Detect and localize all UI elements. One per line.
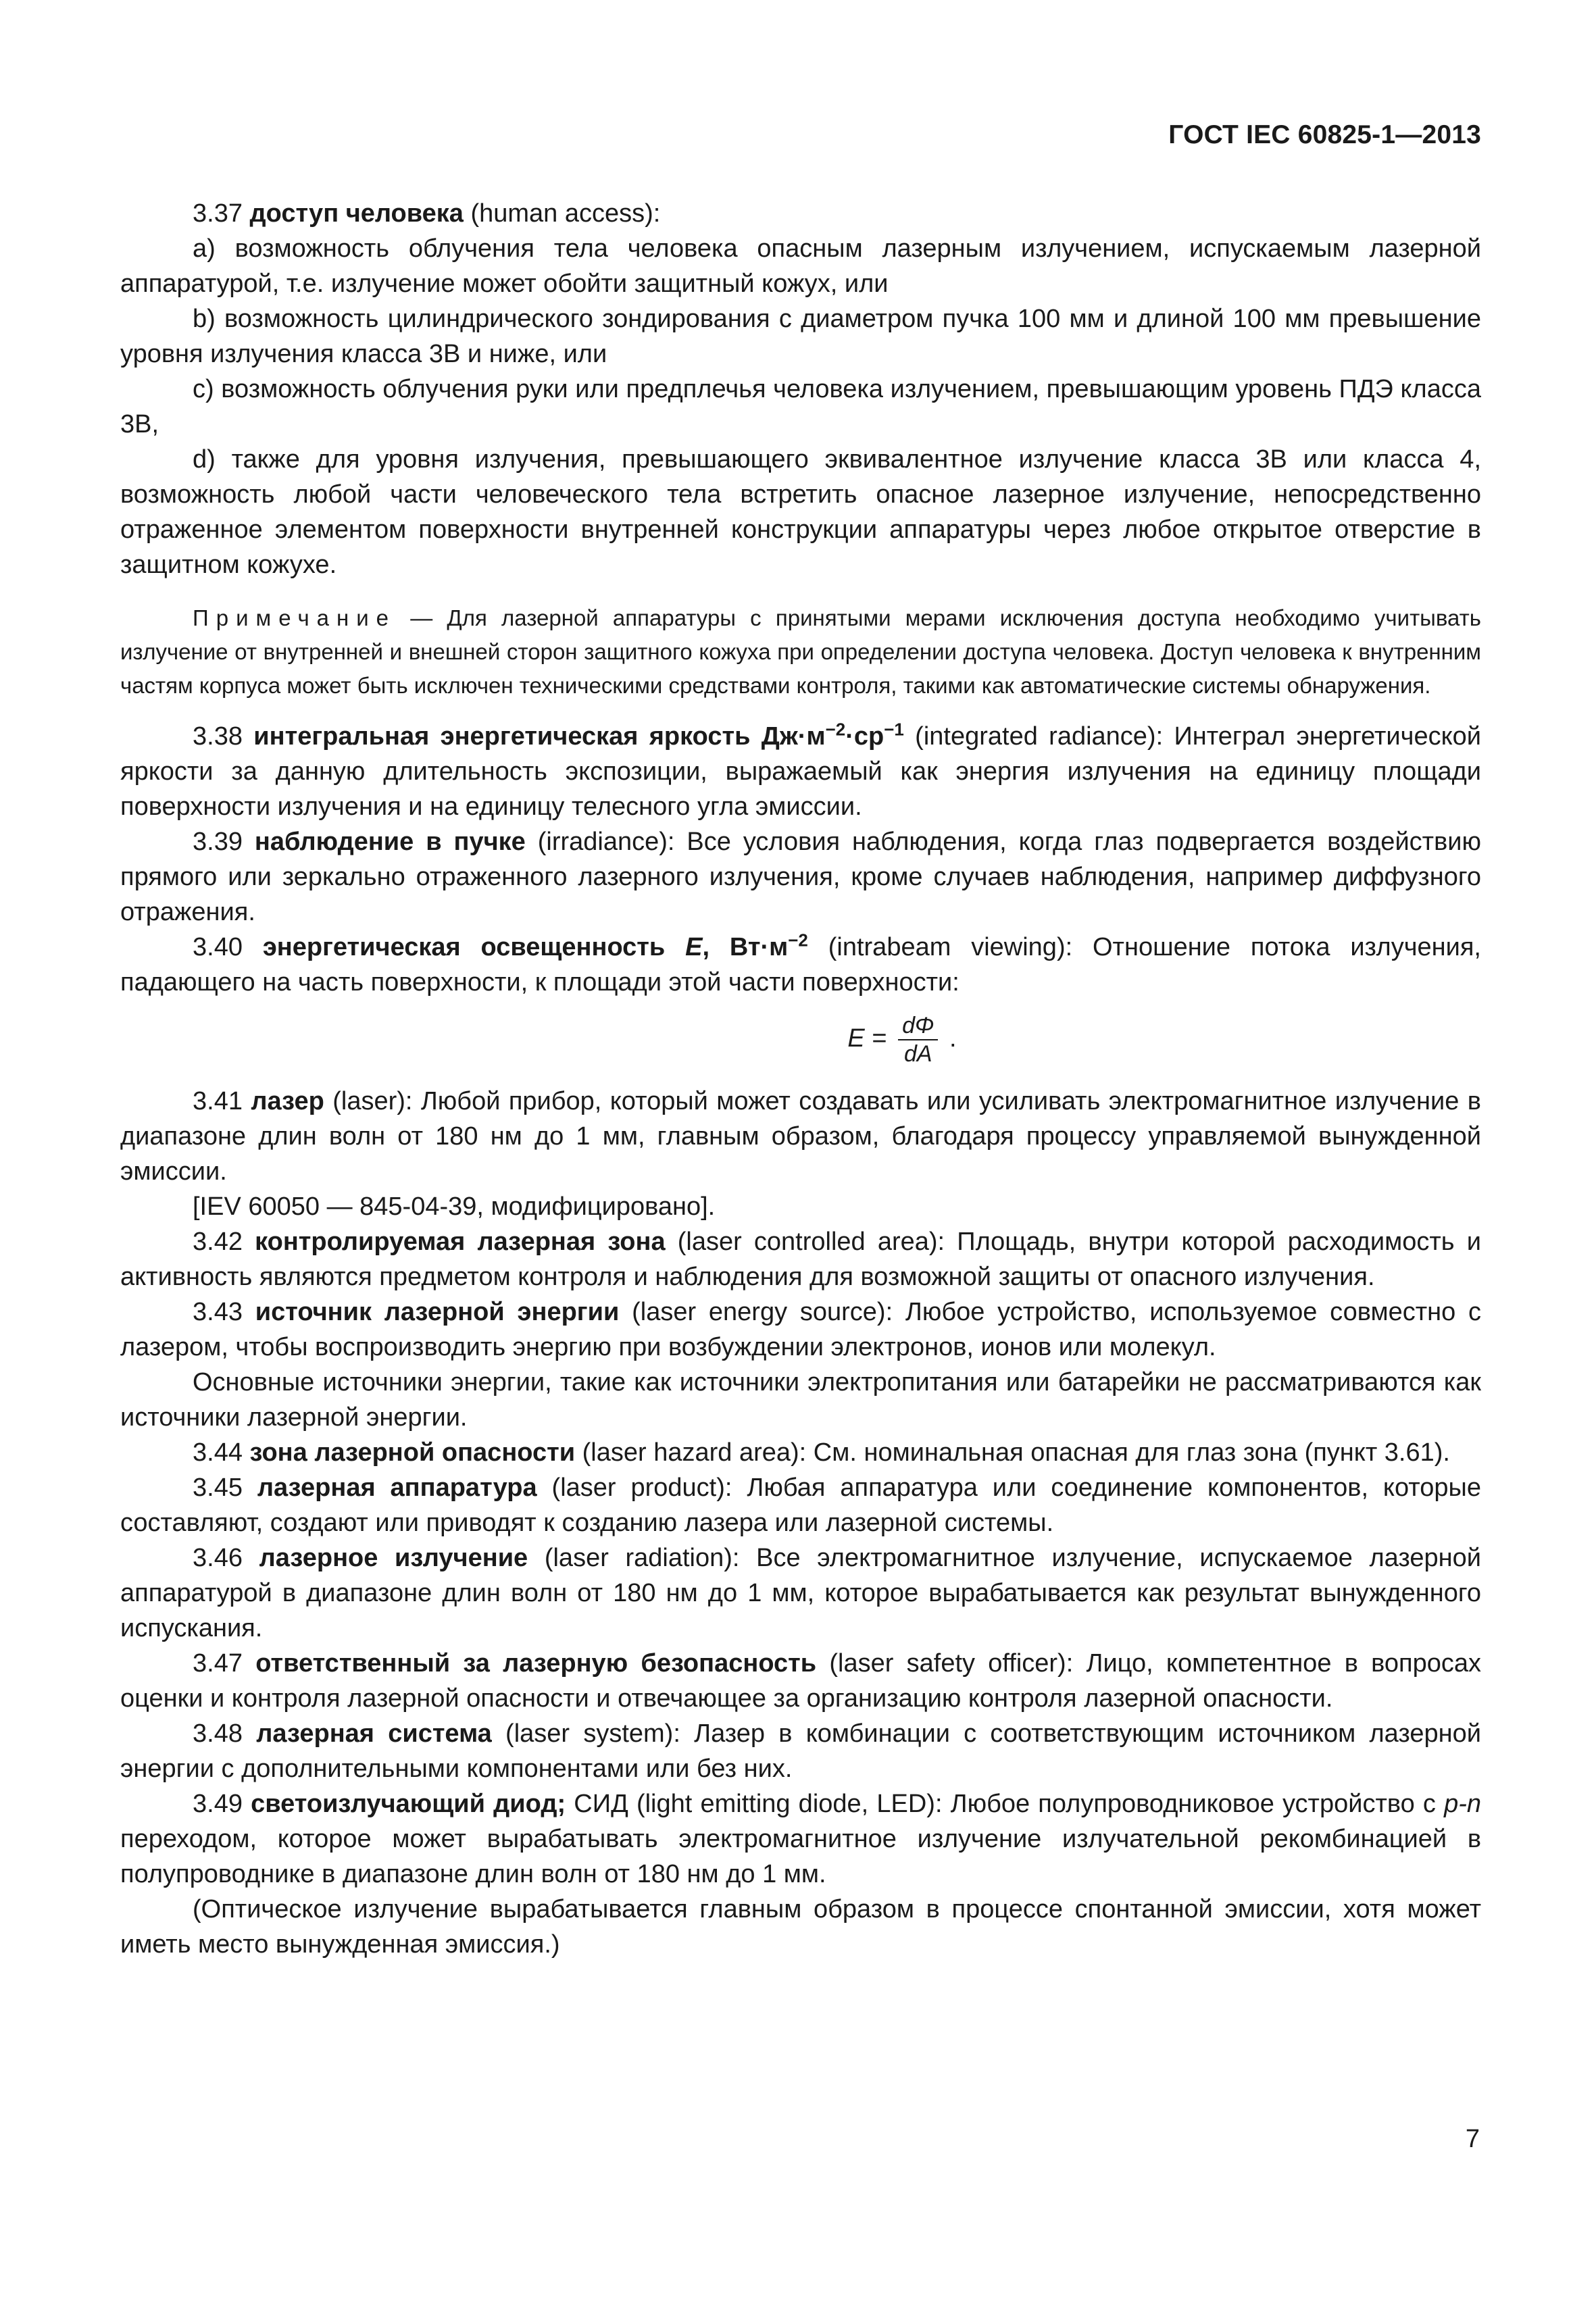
clause-3-44: 3.44 зона лазерной опасности (laser hazard area): См. номинальная опасная для глаз зона (пункт 3.61). [193,1438,1450,1467]
clause-3-42: 3.42 контролируемая лазерная зона (laser controlled area): Площадь, внутри которой расходимость и активность являются предметом контроля и наблюдения для возможной защиты от опасного излучения. [120,1228,1481,1291]
clause-3-37-d: d) также для уровня излучения, превышающего эквивалентное излучение класса 3В или класса 4, возможность любой части человеческого тела встретить опасное лазерное излучение, непосредственно отраженное элементом поверхности внутренней конструкции аппаратуры через любое открытое отверстие в защитном кожухе. [120,445,1481,579]
clause-3-37: 3.37 доступ человека (human access): [193,199,661,228]
clause-3-48: 3.48 лазерная система (laser system): Лазер в комбинации с соответствующим источником лазерной энергии с дополнительными компонентами или без них. [120,1719,1481,1783]
note [120,601,1481,703]
clause-3-45: 3.45 лазерная аппаратура (laser product): Любая аппаратура или соединение компонентов, которые составляют, создают или приводят к созданию лазера или лазерной системы. [120,1474,1481,1537]
document-header: ГОСТ IEC 60825-1—2013 [1168,120,1481,149]
formula: E = $\frac{d\Phi}{dA}$ . [847,1013,957,1067]
clause-3-37-c: c) возможность облучения руки или предплечья человека излучением, превышающим уровень ПДЭ класса 3В, [120,375,1481,438]
page-number: 7 [1465,2125,1480,2153]
note-text: — Для лазерной аппаратуры с принятыми мерами исключения доступа необходимо учитывать излучение от внутренней и внешней сторон защитного кожуха при определении доступа человека. Доступ человека к внутренним частям корпуса может быть исключен техническими средствами контроля, такими как автоматические системы обнаружения. [120,605,1481,698]
note-label: Примечание [193,605,397,630]
clause-3-49: 3.49 светоизлучающий диод; СИД (light emitting diode, LED): Любое полупроводниковое устройство с p-n переходом, которое может вырабатывать электромагнитное излучение излучательной рекомбинацией в полупроводнике в диапазоне длин волн от 180 нм до 1 мм. [120,1790,1481,1888]
clause-3-37-b: b) возможность цилиндрического зондирования с диаметром пучка 100 мм и длиной 100 мм превышение уровня излучения класса 3В и ниже, или [120,305,1481,368]
clause-3-43-note: Основные источники энергии, такие как источники электропитания или батарейки не рассматриваются как источники лазерной энергии. [120,1368,1481,1432]
clause-3-39: 3.39 наблюдение в пучке (irradiance): Все условия наблюдения, когда глаз подвергается воздействию прямого или зеркально отраженного лазерного излучения, кроме случаев наблюдения, например диффузного отражения. [120,828,1481,926]
term: доступ человека [249,199,464,228]
clause-3-41: 3.41 лазер (laser): Любой прибор, который может создавать или усиливать электромагнитное излучение в диапазоне длин волн от 180 нм до 1 мм, главным образом, благодаря процессу управляемой вынужденной эмиссии. [120,1087,1481,1186]
document-body [120,196,1481,1962]
clause-3-43: 3.43 источник лазерной энергии (laser energy source): Любое устройство, используемое совместно с лазером, чтобы воспроизводить энергию при возбуждении электронов, ионов или молекул. [120,1298,1482,1361]
clause-3-40: 3.40 энергетическая освещенность E, $Вт\cdot м^{-2}$ (intrabeam viewing): Отношение потока излучения, падающего на часть поверхности, к площади этой части поверхности: [120,930,1481,997]
clause-3-49-note: (Оптическое излучение вырабатывается главным образом в процессе спонтанной эмиссии, хотя может иметь место вынужденная эмиссия.) [120,1895,1481,1959]
clause-3-47: 3.47 ответственный за лазерную безопасность (laser safety officer): Лицо, компетентное в вопросах оценки и контроля лазерной опасности и отвечающее за организацию контроля лазерной опасности. [120,1649,1481,1713]
clause-3-37-a: a) возможность облучения тела человека опасным лазерным излучением, испускаемым лазерной аппаратурой, т.е. излучение может обойти защитный кожух, или [120,234,1481,298]
clause-3-38: 3.38 интегральная энергетическая яркость $Дж\cdot м^{-2}\cdot ср^{-1}$ (integrated radiance): Интеграл энергетической яркости за данную длительность экспозиции, выражаемый как энергия излучения на единицу площади поверхности излучения и на единицу телесного угла эмиссии. [120,719,1481,821]
clause-3-41-reference: [IEV 60050 — 845-04-39, модифицировано]. [193,1192,716,1221]
clause-3-46: 3.46 лазерное излучение (laser radiation): Все электромагнитное излучение, испускаемое лазерной аппаратурой в диапазоне длин волн от 180 нм до 1 мм, которое вырабатывается как результат вынужденного испускания. [120,1544,1481,1642]
